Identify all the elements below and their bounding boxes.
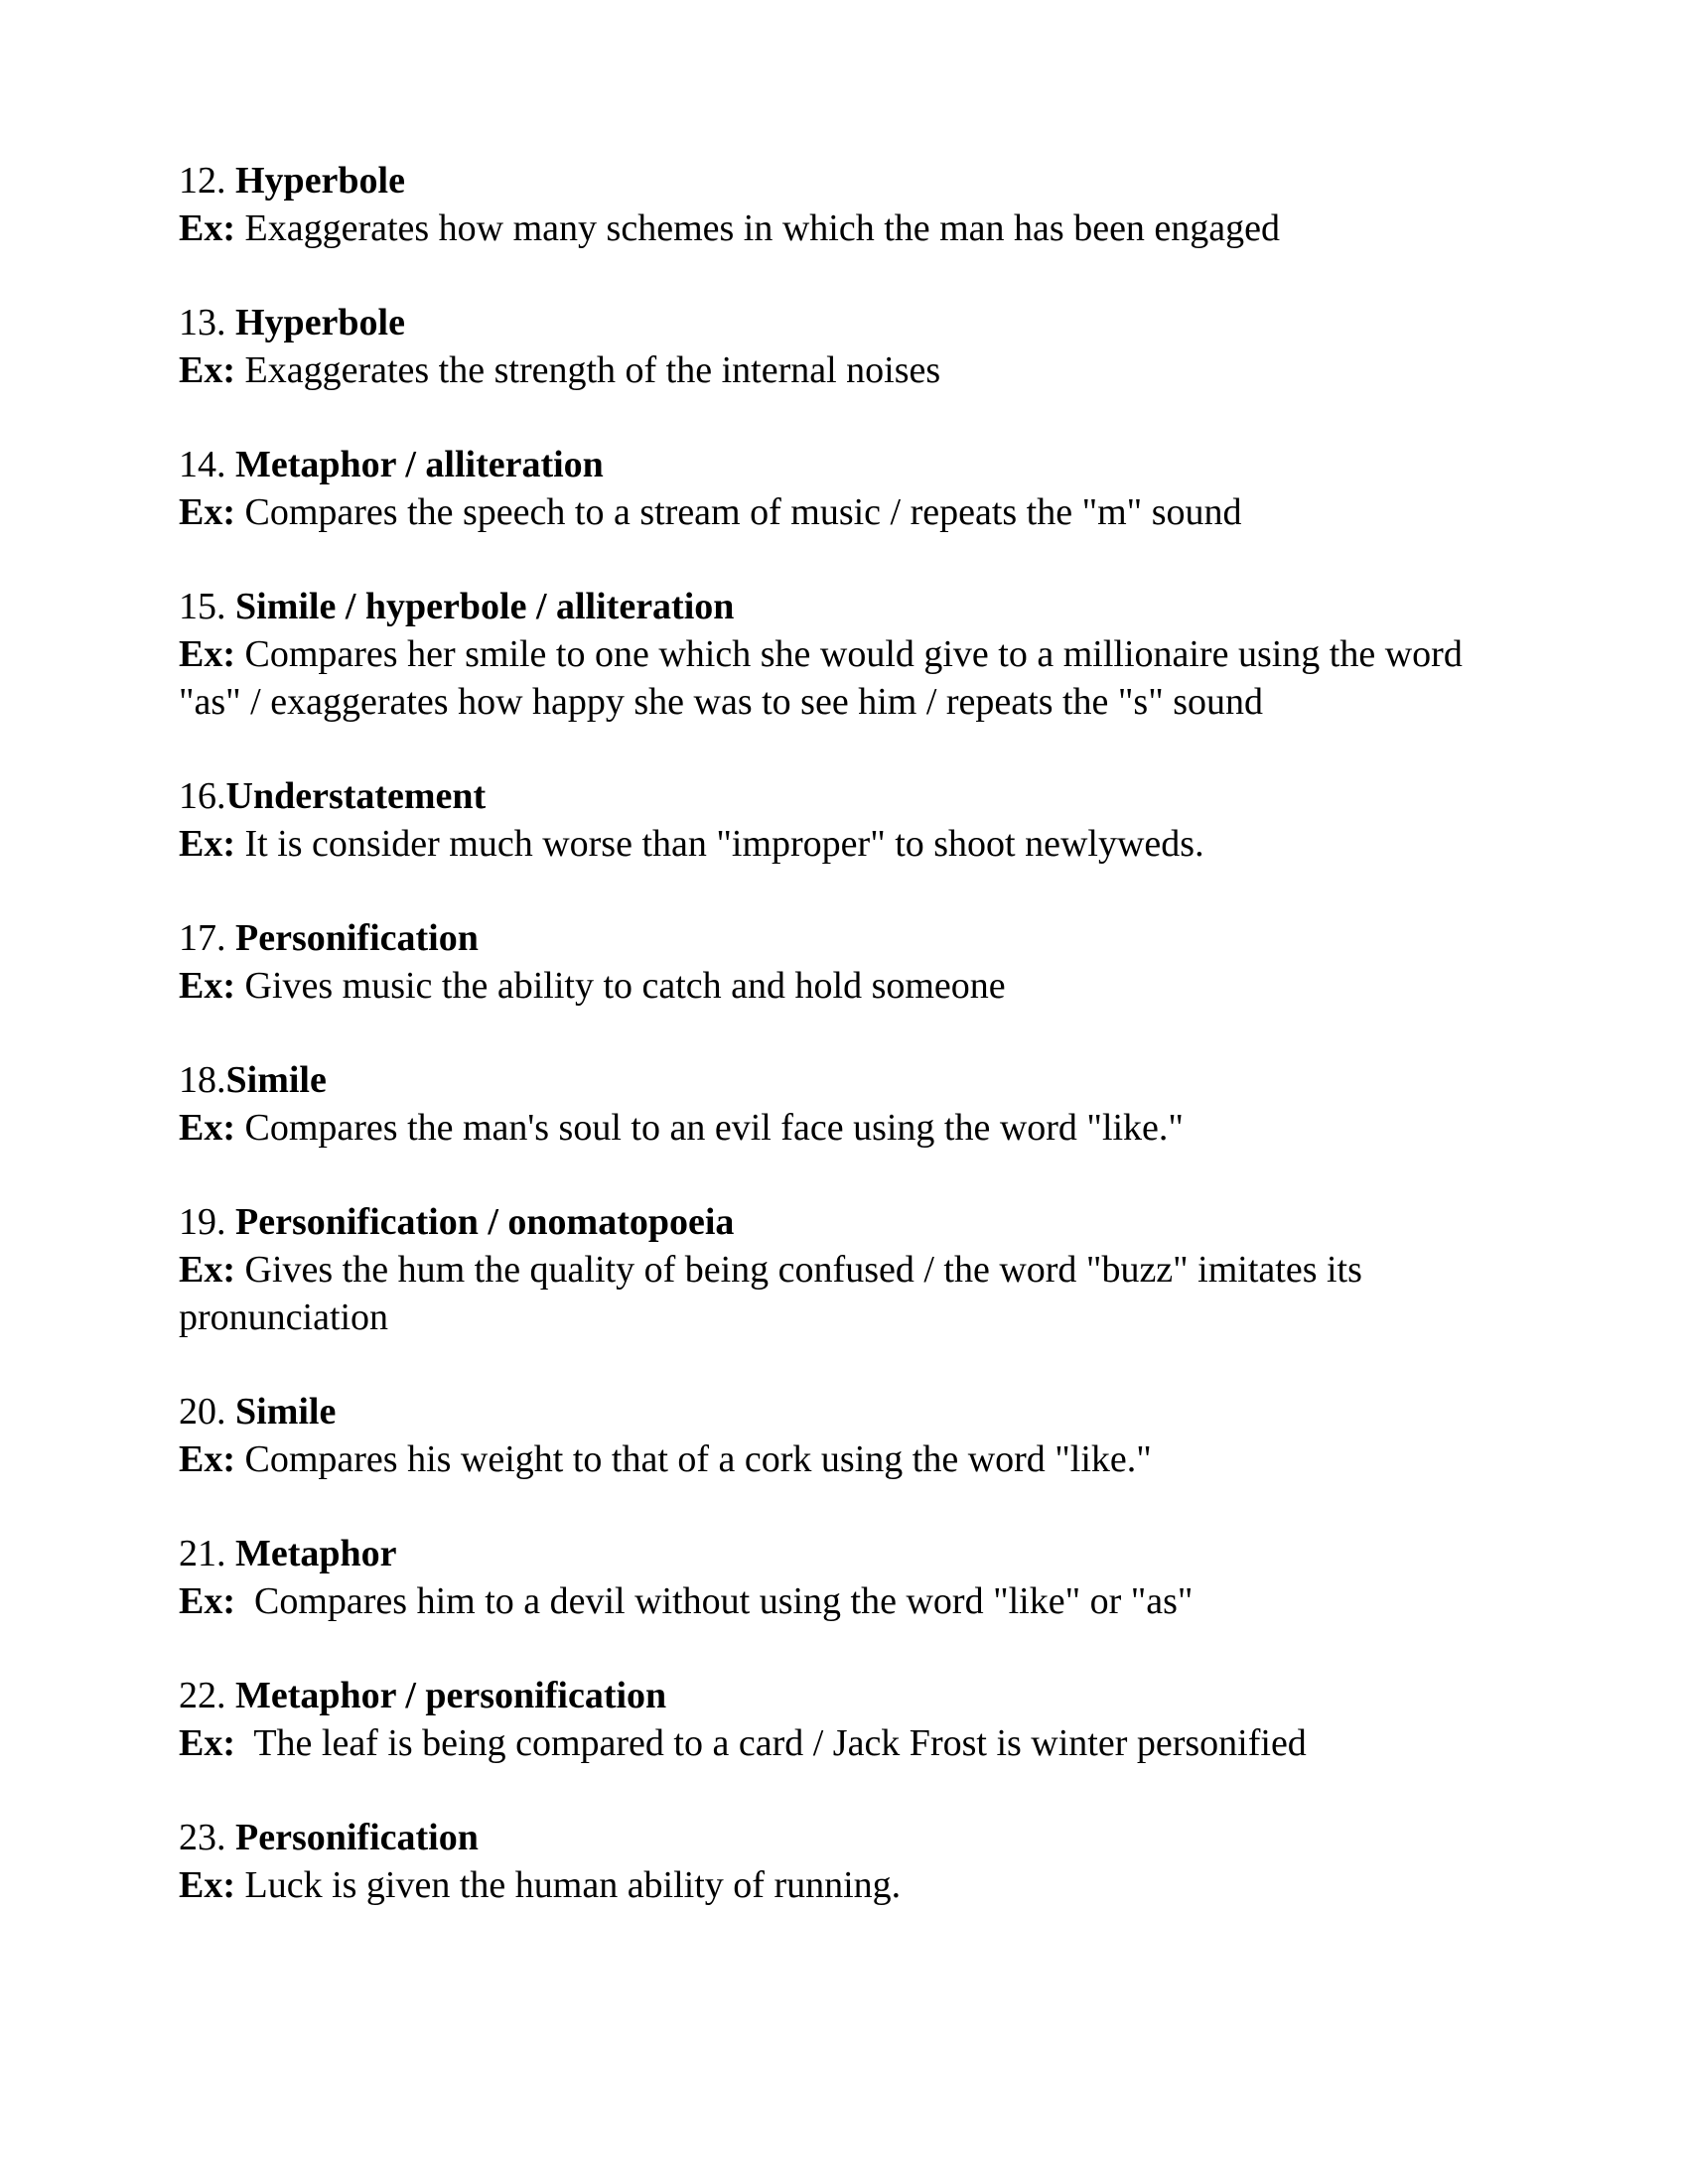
entry-heading [179, 1388, 1509, 1435]
ex-label: Ex: [179, 1864, 235, 1906]
entry-heading [179, 441, 1509, 488]
entry-number: 19. [179, 1201, 235, 1243]
entry-21 [179, 1530, 1509, 1625]
entry-heading [179, 772, 1509, 820]
ex-label: Ex: [179, 1580, 235, 1622]
explanation-text: Gives music the ability to catch and hold someone [235, 965, 1006, 1007]
entry-number: 14. [179, 444, 235, 485]
entry-number: 21. [179, 1533, 235, 1574]
entry-number: 12. [179, 160, 235, 202]
entry-15 [179, 583, 1509, 726]
entry-explanation [179, 1435, 1509, 1483]
ex-label: Ex: [179, 633, 235, 675]
ex-label: Ex: [179, 1249, 235, 1291]
explanation-text: Compares her smile to one which she would give to a millionaire using the word "as" / exaggerates how happy she was to see him / repeats the "s" sound [179, 633, 1473, 723]
entry-heading [179, 1814, 1509, 1861]
figure-of-speech: Understatement [225, 775, 487, 817]
explanation-text: Compares the speech to a stream of music / repeats the "m" sound [235, 491, 1242, 533]
figure-of-speech: Personification [235, 917, 479, 959]
answer-key-page [179, 157, 1509, 1956]
entry-explanation [179, 205, 1509, 252]
figure-of-speech: Personification / onomatopoeia [235, 1201, 735, 1243]
entry-heading [179, 1198, 1509, 1246]
explanation-text: Exaggerates how many schemes in which the man has been engaged [235, 207, 1281, 249]
figure-of-speech: Simile / hyperbole / alliteration [235, 586, 735, 627]
entry-explanation [179, 630, 1509, 726]
ex-label: Ex: [179, 1722, 235, 1764]
ex-label: Ex: [179, 207, 235, 249]
ex-label: Ex: [179, 965, 235, 1007]
entry-18 [179, 1056, 1509, 1152]
entry-number: 15. [179, 586, 235, 627]
entry-heading [179, 583, 1509, 630]
explanation-text: Compares his weight to that of a cork using the word "like." [235, 1438, 1152, 1480]
entry-22 [179, 1672, 1509, 1767]
entry-12 [179, 157, 1509, 252]
entry-number: 13. [179, 302, 235, 343]
entry-explanation [179, 488, 1509, 536]
explanation-text: It is consider much worse than "improper" to shoot newlyweds. [235, 823, 1204, 865]
entry-explanation [179, 1861, 1509, 1909]
entry-heading [179, 1056, 1509, 1104]
entry-explanation [179, 1246, 1509, 1341]
entry-17 [179, 914, 1509, 1010]
ex-label: Ex: [179, 491, 235, 533]
entry-explanation [179, 820, 1509, 868]
entry-heading [179, 914, 1509, 962]
entry-explanation [179, 962, 1509, 1010]
explanation-text: Exaggerates the strength of the internal noises [235, 349, 941, 391]
ex-label: Ex: [179, 1438, 235, 1480]
entry-number: 18. [179, 1059, 226, 1101]
entry-heading [179, 299, 1509, 346]
entry-19 [179, 1198, 1509, 1341]
figure-of-speech: Simile [235, 1391, 337, 1433]
entry-heading [179, 157, 1509, 205]
entry-number: 16. [179, 775, 226, 817]
entry-16 [179, 772, 1509, 868]
explanation-text: Compares him to a devil without using the word "like" or "as" [235, 1580, 1194, 1622]
ex-label: Ex: [179, 1107, 235, 1149]
figure-of-speech: Hyperbole [235, 302, 405, 343]
entry-heading [179, 1530, 1509, 1577]
entry-14 [179, 441, 1509, 536]
ex-label: Ex: [179, 823, 235, 865]
figure-of-speech: Hyperbole [235, 160, 405, 202]
entry-explanation [179, 1577, 1509, 1625]
figure-of-speech: Metaphor [235, 1533, 397, 1574]
entry-explanation [179, 1104, 1509, 1152]
figure-of-speech: Metaphor / alliteration [235, 444, 604, 485]
figure-of-speech: Personification [235, 1817, 479, 1858]
ex-label: Ex: [179, 349, 235, 391]
figure-of-speech: Metaphor / personification [235, 1675, 667, 1716]
entry-number: 23. [179, 1817, 235, 1858]
entry-number: 17. [179, 917, 235, 959]
explanation-text: The leaf is being compared to a card / Jack Frost is winter personified [235, 1722, 1307, 1764]
entry-13 [179, 299, 1509, 394]
explanation-text: Luck is given the human ability of running. [235, 1864, 902, 1906]
entry-heading [179, 1672, 1509, 1719]
entry-20 [179, 1388, 1509, 1483]
explanation-text: Compares the man's soul to an evil face using the word "like." [235, 1107, 1184, 1149]
entry-23 [179, 1814, 1509, 1909]
entry-number: 20. [179, 1391, 235, 1433]
figure-of-speech: Simile [225, 1059, 327, 1101]
entry-explanation [179, 346, 1509, 394]
entry-explanation [179, 1719, 1509, 1767]
entry-number: 22. [179, 1675, 235, 1716]
explanation-text: Gives the hum the quality of being confused / the word "buzz" imitates its pronunciation [179, 1249, 1372, 1338]
